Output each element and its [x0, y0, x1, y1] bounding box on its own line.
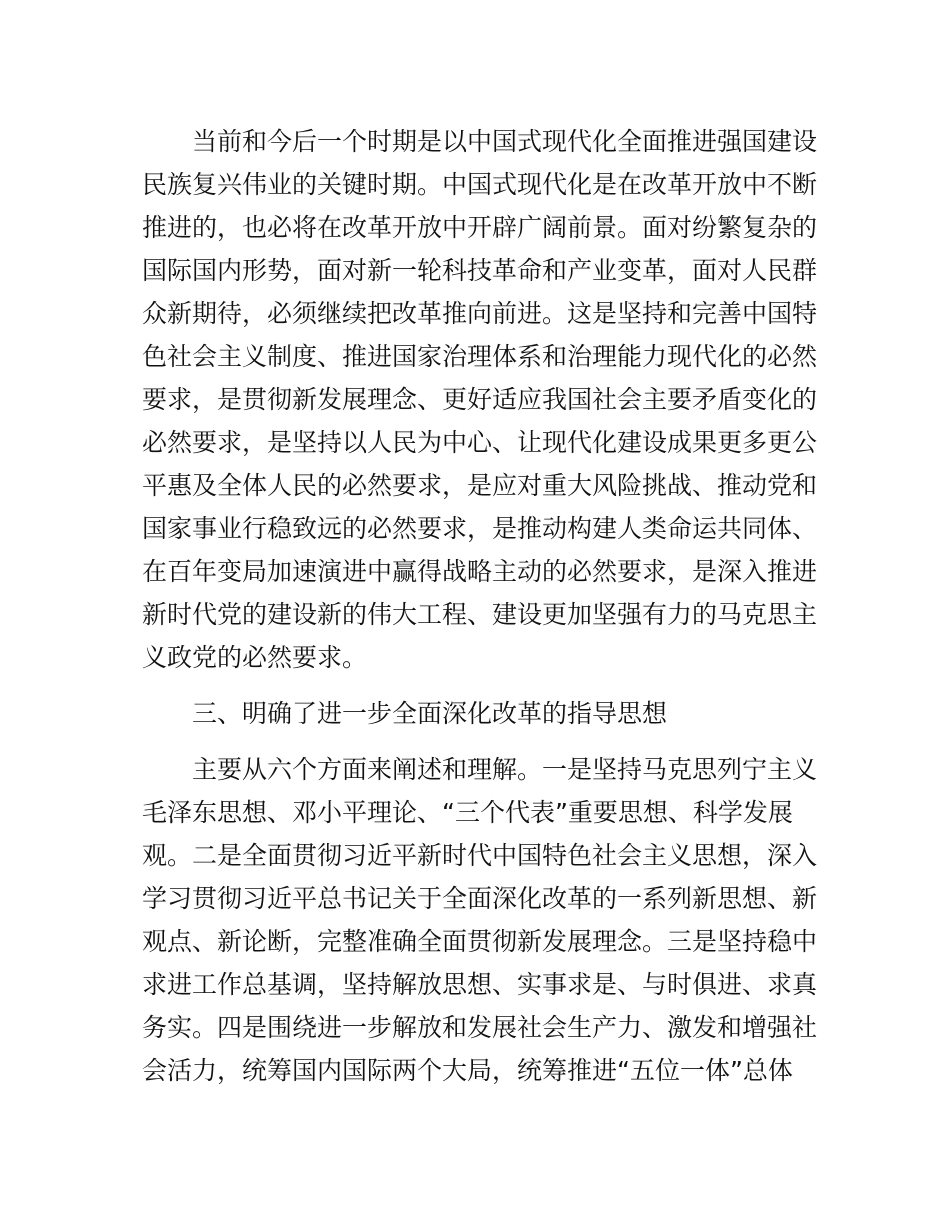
paragraph-line: 平惠及全体人民的必然要求，是应对重大风险挑战、推动党和: [142, 471, 818, 500]
paragraph-line: 新时代党的建设新的伟大工程、建设更加坚强有力的马克思主: [142, 600, 818, 629]
paragraph-line: 义政党的必然要求。: [142, 643, 368, 672]
paragraph-line: 会活力，统筹国内国际两个大局，统筹推进“五位一体”总体: [142, 1056, 793, 1085]
paragraph-line: 务实。四是围绕进一步解放和发展社会生产力、激发和增强社: [142, 1013, 818, 1042]
paragraph-line: 学习贯彻习近平总书记关于全面深化改革的一系列新思想、新: [142, 884, 818, 913]
paragraph-line: 当前和今后一个时期是以中国式现代化全面推进强国建设: [192, 127, 818, 156]
paragraph-line: 国家事业行稳致远的必然要求，是推动构建人类命运共同体、: [142, 514, 818, 543]
paragraph-line: 在百年变局加速演进中赢得战略主动的必然要求，是深入推进: [142, 557, 818, 586]
paragraph-line: 毛泽东思想、邓小平理论、“三个代表”重要思想、科学发展: [142, 798, 793, 827]
section-heading-text: 三、明确了进一步全面深化改革的指导思想: [192, 699, 668, 728]
paragraph-line: 民族复兴伟业的关键时期。中国式现代化是在改革开放中不断: [142, 170, 818, 199]
paragraph-line: 观点、新论断，完整准确全面贯彻新发展理念。三是坚持稳中: [142, 927, 818, 956]
paragraph-2: [142, 748, 822, 1092]
paragraph-line: 求进工作总基调，坚持解放思想、实事求是、与时俱进、求真: [142, 970, 818, 999]
section-heading: [142, 692, 822, 735]
paragraph-line: 观。二是全面贯彻习近平新时代中国特色社会主义思想，深入: [142, 841, 818, 870]
paragraph-line: 必然要求，是坚持以人民为中心、让现代化建设成果更多更公: [142, 428, 818, 457]
paragraph-line: 国际国内形势，面对新一轮科技革命和产业变革，面对人民群: [142, 256, 818, 285]
paragraph-line: 色社会主义制度、推进国家治理体系和治理能力现代化的必然: [142, 342, 818, 371]
paragraph-line: 推进的，也必将在改革开放中开辟广阔前景。面对纷繁复杂的: [142, 213, 818, 242]
paragraph-1: [142, 120, 822, 679]
paragraph-line: 众新期待，必须继续把改革推向前进。这是坚持和完善中国特: [142, 299, 818, 328]
paragraph-line: 要求，是贯彻新发展理念、更好适应我国社会主要矛盾变化的: [142, 385, 818, 414]
paragraph-line: 主要从六个方面来阐述和理解。一是坚持马克思列宁主义: [192, 755, 818, 784]
